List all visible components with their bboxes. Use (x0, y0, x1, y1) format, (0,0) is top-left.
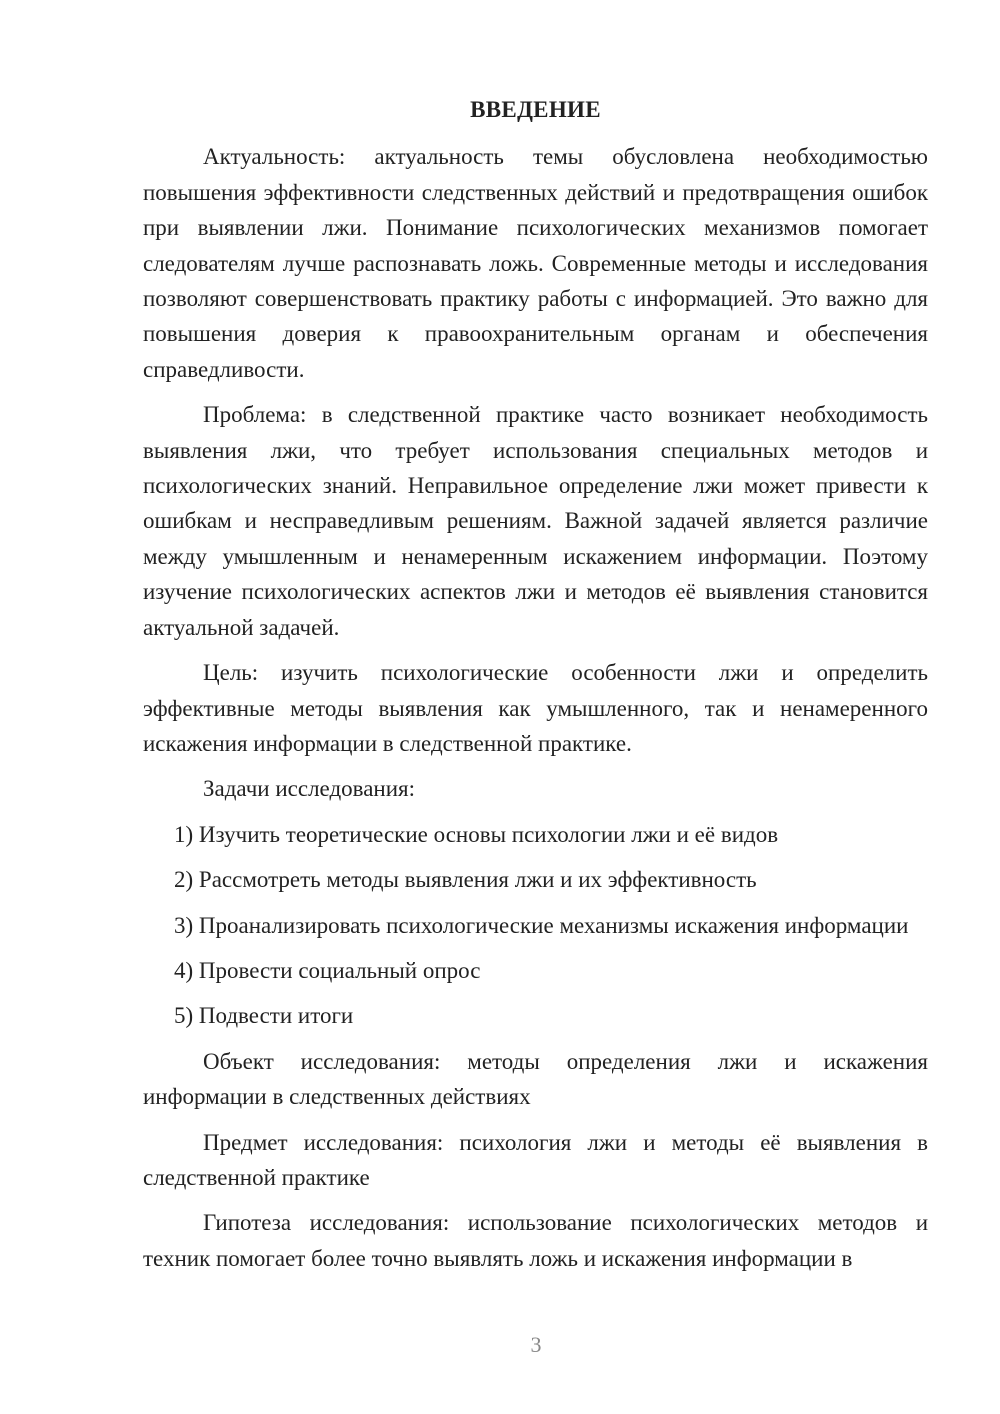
paragraph-object: Объект исследования: методы определения лжи и искажения информации в следственных действиях (143, 1048, 928, 1110)
paragraph-tasks-heading: Задачи исследования: (203, 776, 416, 802)
paragraph-hypothesis: Гипотеза исследования: использование психологических методов и техник помогает более точно выявлять ложь и искажения информации в (143, 1210, 928, 1271)
paragraph-relevance: Актуальность: актуальность темы обусловлена необходимостью повышения эффективности следственных действий и предотвращения ошибок при выявлении лжи. Понимание психологических механизмов помогает следователям лучше распознавать ложь. Современные методы и исследования позволяют совершенствовать практику работы с информацией. Это важно для повышения доверия к правоохранительным органам и обеспечения справедливости. (143, 144, 928, 382)
paragraph-problem: Проблема: в следственной практике часто возникает необходимость выявления лжи, что требует использования специальных методов и психологических знаний. Неправильное определение лжи может привести к ошибкам и несправедливым решениям. Важной задачей является различие между умышленным и ненамеренным искажением информации. Поэтому изучение психологических аспектов лжи и методов её выявления становится актуальной задачей. (143, 402, 928, 640)
page-content (143, 92, 928, 1286)
paragraph-subject: Предмет исследования: психология лжи и методы её выявления в следственной практике (143, 1129, 928, 1190)
page-number: 3 (530, 1332, 542, 1357)
task-item: 2) Рассмотреть методы выявления лжи и их эффективность (174, 867, 757, 893)
task-item: 3) Проанализировать психологические механизмы искажения информации (174, 912, 909, 938)
task-item: 1) Изучить теоретические основы психологии лжи и её видов (174, 821, 779, 847)
page-title: ВВЕДЕНИЕ (470, 97, 601, 122)
task-item: 5) Подвести итоги (174, 1003, 354, 1029)
task-item: 4) Провести социальный опрос (174, 957, 481, 983)
paragraph-goal: Цель: изучить психологические особенности лжи и определить эффективные методы выявления как умышленного, так и ненамеренного искажения информации в следственной практике. (143, 660, 928, 756)
